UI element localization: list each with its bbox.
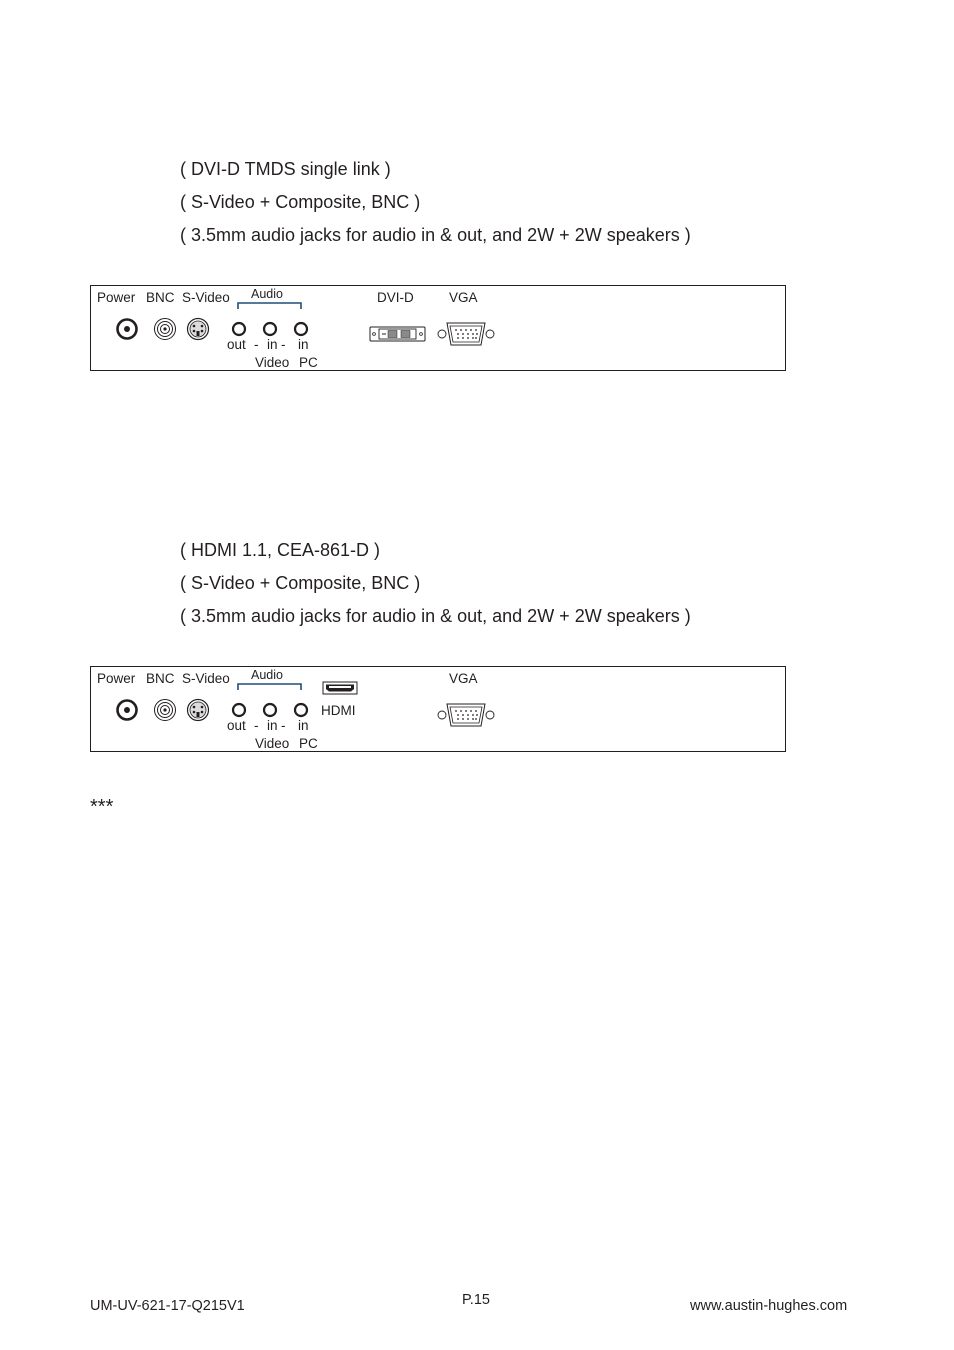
audio-out-jack-icon — [231, 702, 247, 718]
bnc-connector-icon — [153, 317, 177, 341]
pc-label: PC — [299, 355, 318, 370]
video-label: Video — [255, 355, 290, 370]
power-jack-icon — [115, 317, 139, 341]
bnc-label: BNC — [146, 671, 175, 686]
note-asterisks: *** — [90, 796, 114, 818]
svideo-label: S-Video — [182, 671, 230, 686]
dash-label: - — [281, 718, 286, 733]
spec-line-hdmi: ( HDMI 1.1, CEA-861-D ) — [180, 540, 381, 560]
vga-connector-icon — [436, 320, 496, 348]
vga-label: VGA — [449, 671, 478, 686]
dvid-label: DVI-D — [377, 290, 414, 305]
audio-in-video-label: in — [267, 718, 278, 733]
page-number: P.15 — [462, 1292, 490, 1308]
vga-connector-icon — [436, 701, 496, 729]
spec-line-audio: ( 3.5mm audio jacks for audio in & out, and 2W + 2W speakers ) — [180, 225, 691, 245]
website-link[interactable]: www.austin-hughes.com — [690, 1298, 848, 1314]
dash-label: - — [281, 337, 286, 352]
spec-line-video: ( S-Video + Composite, BNC ) — [180, 192, 421, 212]
dvi-connector-icon — [369, 325, 427, 343]
hdmi-label: HDMI — [321, 703, 356, 718]
audio-in-pc-jack-icon — [293, 321, 309, 337]
audio-label: Audio — [251, 668, 283, 682]
svideo-label: S-Video — [182, 290, 230, 305]
audio-out-label: out — [227, 337, 246, 352]
power-label: Power — [97, 671, 136, 686]
document-id: UM-UV-621-17-Q215V1 — [90, 1298, 245, 1314]
audio-in-pc-label: in — [298, 337, 309, 352]
svideo-connector-icon — [186, 698, 210, 722]
vga-label: VGA — [449, 290, 478, 305]
hdmi-connector-icon — [322, 681, 358, 695]
video-label: Video — [255, 736, 290, 751]
audio-out-label: out — [227, 718, 246, 733]
pc-label: PC — [299, 736, 318, 751]
audio-in-video-label: in — [267, 337, 278, 352]
bnc-connector-icon — [153, 698, 177, 722]
audio-label: Audio — [251, 287, 283, 301]
audio-in-pc-jack-icon — [293, 702, 309, 718]
svideo-connector-icon — [186, 317, 210, 341]
dash-label: - — [254, 718, 259, 733]
power-label: Power — [97, 290, 136, 305]
power-jack-icon — [115, 698, 139, 722]
audio-bracket-icon — [237, 300, 303, 310]
spec-line-video: ( S-Video + Composite, BNC ) — [180, 573, 421, 593]
audio-in-video-jack-icon — [262, 321, 278, 337]
spec-line-dvid: ( DVI-D TMDS single link ) — [180, 159, 391, 179]
connector-panel-hdmi — [90, 666, 786, 752]
audio-in-video-jack-icon — [262, 702, 278, 718]
audio-out-jack-icon — [231, 321, 247, 337]
audio-in-pc-label: in — [298, 718, 309, 733]
dash-label: - — [254, 337, 259, 352]
audio-bracket-icon — [237, 681, 303, 691]
bnc-label: BNC — [146, 290, 175, 305]
spec-line-audio: ( 3.5mm audio jacks for audio in & out, and 2W + 2W speakers ) — [180, 606, 691, 626]
connector-panel-dvi — [90, 285, 786, 371]
